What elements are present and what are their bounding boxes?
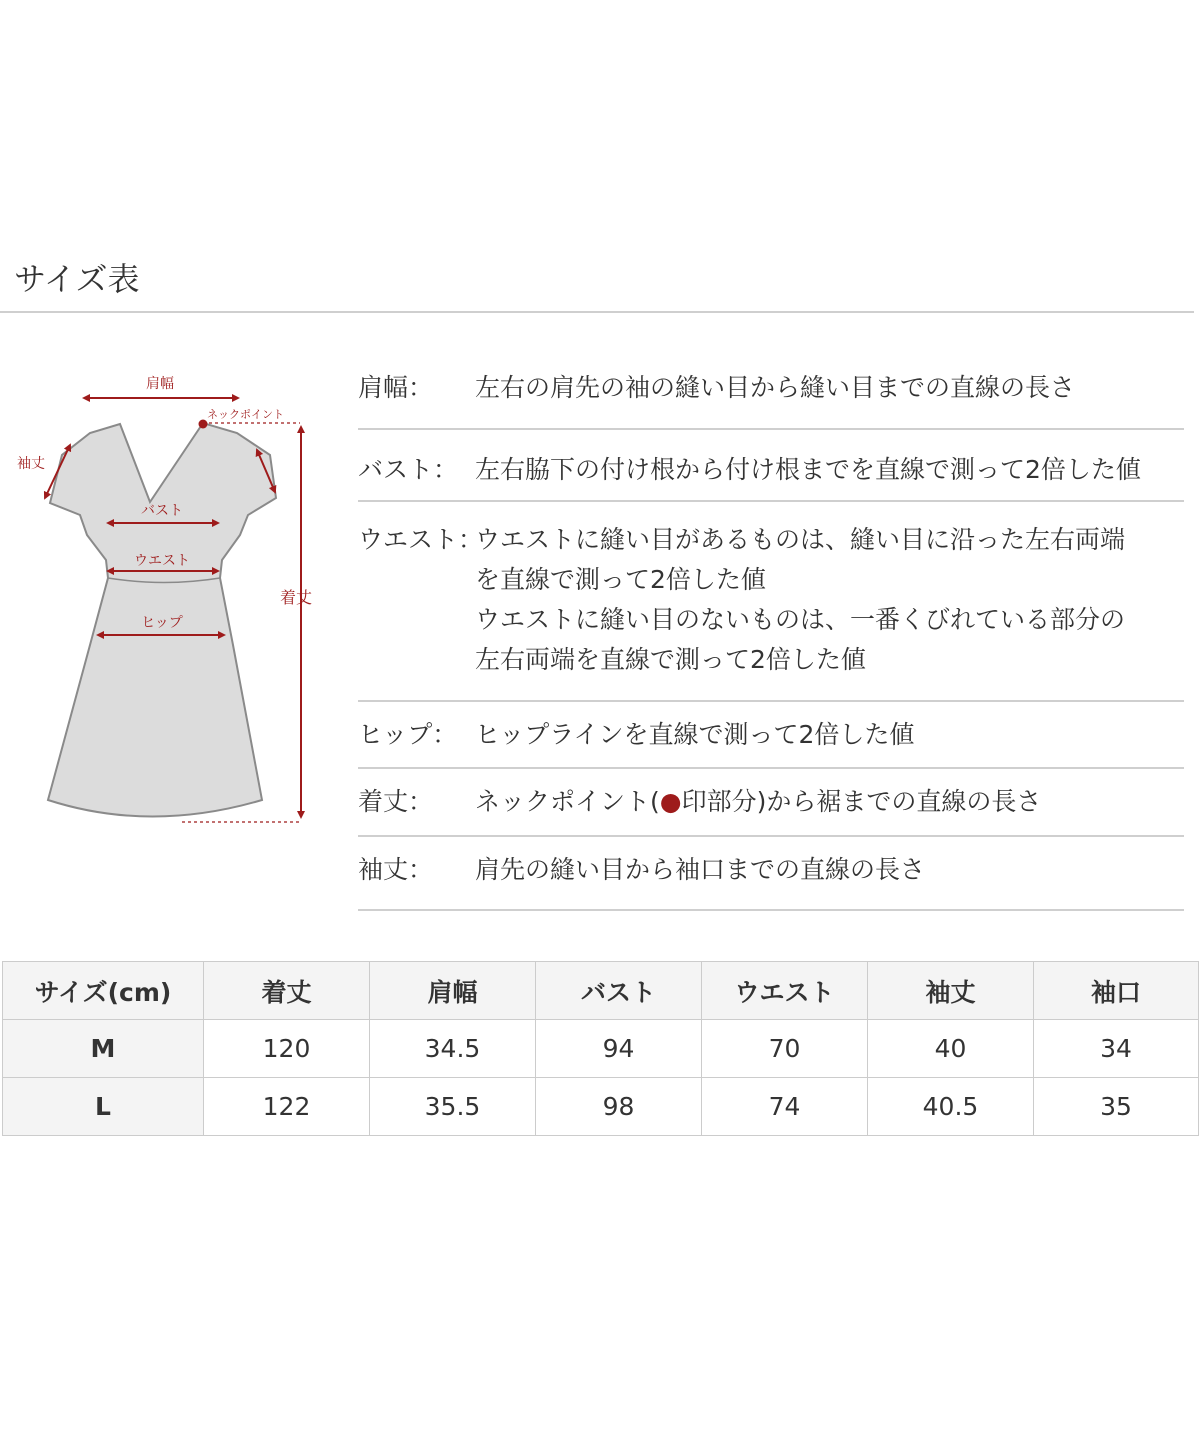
definition-length — [358, 769, 1184, 837]
label-sleeve: 袖丈 — [17, 456, 45, 472]
table-cell: L — [3, 1078, 204, 1136]
definition-bust — [358, 430, 1184, 502]
neck-point-dot-icon: ● — [659, 787, 682, 816]
definition-text: ヒップラインを直線で測って2倍した値 — [475, 720, 915, 749]
definition-text: 左右脇下の付け根から付け根までを直線で測って2倍した値 — [475, 455, 1141, 484]
definition-text: ウエストに縫い目のないものは、一番くびれている部分の — [475, 605, 1126, 634]
table-cell: 122 — [204, 1078, 370, 1136]
label-bust: バスト — [141, 503, 183, 519]
label-waist: ウエスト — [134, 553, 190, 569]
table-cell: 70 — [702, 1020, 868, 1078]
definition-text: 印部分)から裾までの直線の長さ — [681, 787, 1042, 816]
measurement-definitions — [358, 360, 1184, 911]
table-header: 肩幅 — [370, 962, 536, 1020]
label-length: 着丈 — [280, 588, 313, 607]
definition-sleeve — [358, 837, 1184, 911]
definition-text: 左右の肩先の袖の縫い目から縫い目までの直線の長さ — [475, 373, 1076, 402]
table-cell: 94 — [536, 1020, 702, 1078]
definition-text: を直線で測って2倍した値 — [475, 565, 766, 594]
table-header: ウエスト — [702, 962, 868, 1020]
label-hip: ヒップ — [141, 615, 183, 631]
definition-shoulder — [358, 360, 1184, 430]
table-cell: 74 — [702, 1078, 868, 1136]
page-title: サイズ表 — [14, 260, 140, 298]
definition-term: 肩幅： — [358, 373, 434, 402]
table-header: 着丈 — [204, 962, 370, 1020]
table-cell: 34.5 — [370, 1020, 536, 1078]
label-shoulder: 肩幅 — [146, 376, 174, 392]
table-cell: 40 — [868, 1020, 1034, 1078]
table-cell: 34 — [1034, 1020, 1199, 1078]
label-neck-point: ネックポイント — [207, 408, 284, 421]
table-header: バスト — [536, 962, 702, 1020]
table-header: 袖口 — [1034, 962, 1199, 1020]
size-table — [2, 961, 1199, 1136]
definition-text: ネックポイント( — [475, 787, 660, 816]
definition-term: ヒップ： — [358, 720, 458, 749]
table-row — [3, 1078, 1199, 1136]
table-header: サイズ(cm) — [3, 962, 204, 1020]
table-cell: 40.5 — [868, 1078, 1034, 1136]
title-divider — [0, 311, 1194, 313]
table-header-row — [3, 962, 1199, 1020]
definition-waist — [358, 502, 1184, 702]
definition-hip — [358, 702, 1184, 769]
definition-text: 肩先の縫い目から袖口までの直線の長さ — [475, 855, 926, 884]
garment-diagram — [0, 355, 340, 855]
table-cell: 98 — [536, 1078, 702, 1136]
table-header: 袖丈 — [868, 962, 1034, 1020]
definition-term: 着丈： — [358, 787, 434, 816]
definition-text: 左右両端を直線で測って2倍した値 — [475, 645, 866, 674]
definition-term: ウエスト： — [358, 525, 484, 554]
table-cell: 120 — [204, 1020, 370, 1078]
table-cell: M — [3, 1020, 204, 1078]
table-cell: 35.5 — [370, 1078, 536, 1136]
definition-term: 袖丈： — [358, 855, 434, 884]
definition-term: バスト： — [358, 455, 459, 484]
table-row — [3, 1020, 1199, 1078]
definition-text: ウエストに縫い目があるものは、縫い目に沿った左右両端 — [475, 525, 1126, 554]
table-cell: 35 — [1034, 1078, 1199, 1136]
